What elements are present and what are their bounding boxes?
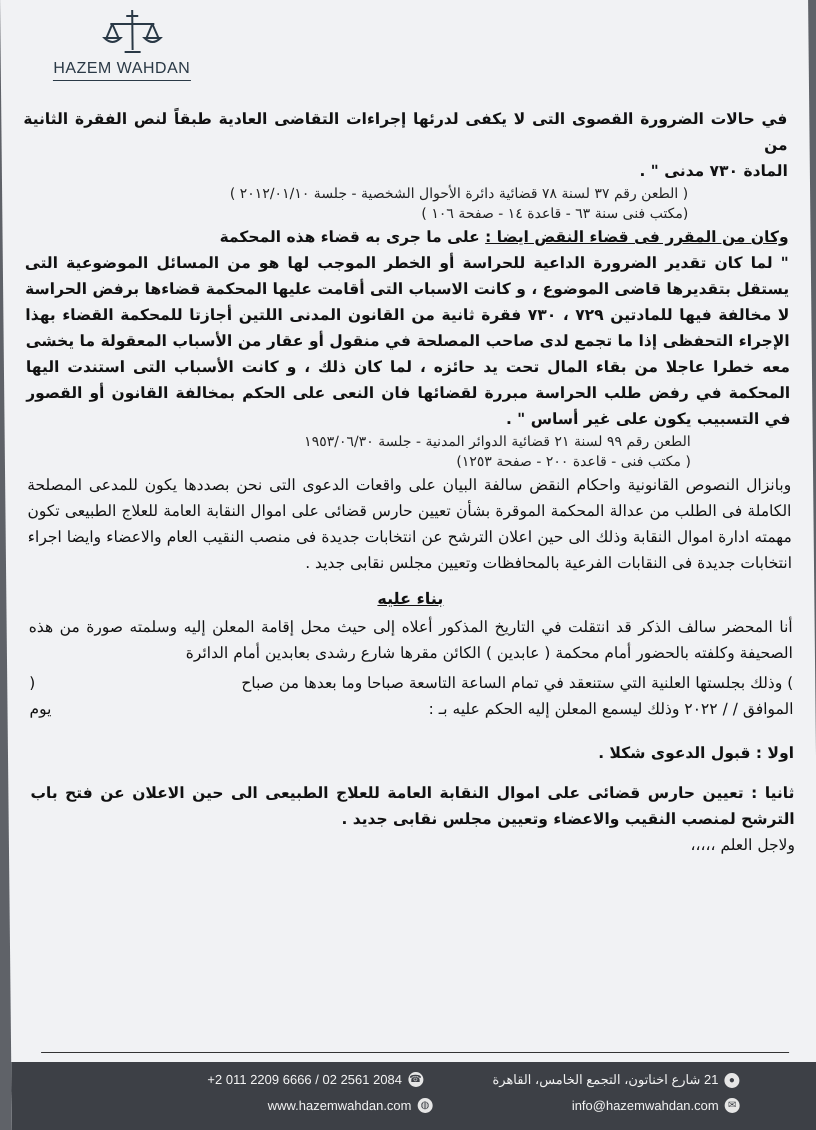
precedent-quote: " لما كان تقدير الضرورة الداعية للحراسة أو الخطر الموجب لها هو من المسائل الموضوعية التى يستقل بتقديرها قاضى الموضوع ، و كانت الاسباب التى أقامت عليها المحكمة قضاءها برفض الحراسة لا مخالفة فيها للمادتين ٧٢٩ ، ٧٣٠ فقرة ثانية من القانون المدنى اللتين أجازتا للمحكمة القضاء بهذا الإجراء التحفظى إذا ما تجمع لدى صاحب المصلحة في منقول أو عقار من الأسباب المعقولة ما يخشى معه خطرا عاجلا من بقاء المال تحت يد حائزه ، لما كان ذلك ، و كانت الأسباب التى استندت اليها المحكمة في رفض طلب الحراسة مبررة لقضائها فان النعى على الحكم بمخالفة القانون أو القصور في التسبيب يكون على غير أساس " . [24,254,791,428]
hearing-line-1-blank: ( [29,674,36,692]
hearing-block [29,670,794,722]
hearing-line-2-text: الموافق / / ٢٠٢٢ وذلك ليسمع المعلن إليه الحكم عليه بـ : [428,700,794,718]
location-icon: ● [724,1073,739,1088]
footer-email [572,1098,740,1113]
section-heading: بناء عليه [377,589,444,608]
hearing-line-2 [29,696,793,722]
application-paragraph: وبانزال النصوص القانونية واحكام النقض سالفة البيان على واقعات الدعوى التى نحن بصددها يكون للمدعى المصلحة الكاملة فى الطلب من عدالة المحكمة الموقرة بشأن تعيين حارس قضائى على اموال النقابة العامة للعلاج الطبيعى تكون مهمته ادارة اموال النقابة وذلك الى حين اعلان الترشح عن انتخابات جديدة فى منصب النقيب العام والاعضاء وايضا اجراء انتخابات جديدة فى النقابات الفرعية بالمحافظات وتعيين مجلس نقابى جديد . [27,476,793,572]
bailiff-paragraph: أنا المحضر سالف الذكر قد انتقلت في التاريخ المذكور أعلاه إلى حيث محل إقامة المعلن إليه وسلمته صورة من هذه الصحيفة وكلفته بالحضور أمام محكمة ( عابدين ) الكائن مقرها شارع رشدى بعابدين أمام الدائرة [28,618,794,662]
precedent-paragraph [24,224,790,432]
citation-2: (مكتب فنى سنة ٦٣ - قاعدة ١٤ - صفحة ١٠٦ ) [421,206,689,222]
phone-text: +2 011 2209 6666 / 02 2561 2084 [207,1072,403,1087]
text-line: المادة ٧٣٠ مدنى " . [639,162,788,180]
text-line: في حالات الضرورة القصوى التى لا يكفى لدرئها إجراءات التقاضى العادية طبقاً لنص الفقرة الثانية من [23,110,788,154]
logo [52,8,203,81]
citation-1: ( الطعن رقم ٣٧ لسنة ٧٨ قضائية دائرة الأحوال الشخصية - جلسة ٢٠١٢/٠١/١٠ ) [229,186,689,202]
scales-of-justice-icon [100,8,165,56]
hearing-line-2-day: يوم [29,700,52,718]
footer-divider [41,1052,789,1053]
citation-3: الطعن رقم ٩٩ لسنة ٢١ قضائية الدوائر المدنية - جلسة ١٩٥٣/٠٦/٣٠ [304,434,691,450]
website-link[interactable]: www.hazemwahdan.com [267,1098,412,1113]
demand-2: ثانيا : تعيين حارس قضائى على اموال النقابة العامة للعلاج الطبيعى الى حين الاعلان عن فتح باب الترشح لمنصب النقيب والاعضاء وتعيين مجلس نقابى جديد . [30,784,795,828]
precedent-intro-rest: على ما جرى به قضاء هذه المحكمة [219,228,486,246]
demand-1: اولا : قبول الدعوى شكلا . [598,744,795,762]
email-link[interactable]: info@hazemwahdan.com [571,1098,719,1113]
phone-icon: ☎ [409,1074,422,1085]
globe-icon: ◍ [417,1098,432,1113]
top-paragraph [23,106,788,184]
citation-4: ( مكتب فنى - قاعدة ٢٠٠ - صفحة ١٢٥٣) [456,454,692,470]
address-text: 21 شارع اخناتون، التجمع الخامس، القاهرة [492,1072,719,1087]
footer-website [268,1098,433,1113]
footer-address [492,1072,739,1088]
closing-line: ولاجل العلم ،،،،، [690,836,796,854]
hearing-line-1 [29,670,793,696]
document-body [23,106,795,858]
logo-wordmark: HAZEM WAHDAN [53,60,191,81]
hearing-line-1-text: ) وذلك بجلستها العلنية التي ستنعقد في تمام الساعة التاسعة صباحا وما بعدها من صباح [241,674,794,692]
letterhead-footer [11,1062,816,1130]
precedent-intro: وكان من المقرر فى قضاء النقض ايضا : [485,228,789,246]
footer-phones [207,1072,423,1087]
email-icon: ✉ [725,1098,740,1113]
